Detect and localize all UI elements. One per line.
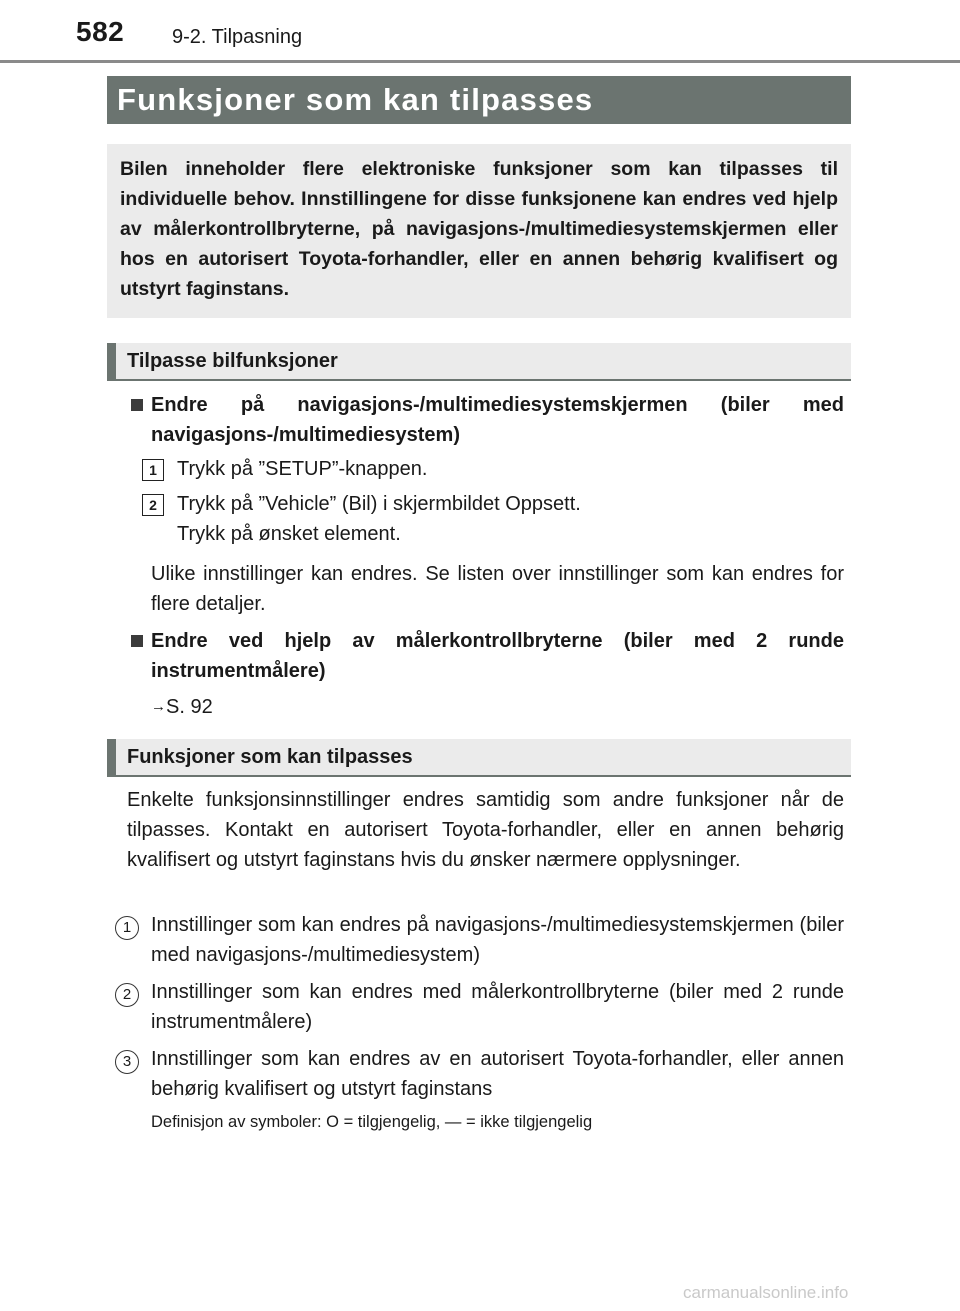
- step-2-text-line2: Trykk på ønsket element.: [177, 523, 401, 545]
- step-number-2: 2: [142, 494, 164, 516]
- square-bullet-icon: [131, 399, 143, 411]
- bullet-heading-text: Endre på navigasjons-/multimediesystemskjermen (biler med navigasjons-/multimediesystem): [151, 394, 844, 446]
- square-bullet-icon: [131, 635, 143, 647]
- symbol-definition: Definisjon av symboler: O = tilgjengelig, — = ikke tilgjengelig: [151, 1113, 593, 1131]
- page-reference-text: S. 92: [166, 696, 213, 718]
- subheading-tilpasse: Tilpasse bilfunksjoner: [107, 343, 851, 381]
- item-number-2: 2: [115, 983, 139, 1007]
- item-number-1: 1: [115, 916, 139, 940]
- bullet-heading-text: Endre ved hjelp av målerkontrollbryterne (biler med 2 runde instrumentmålere): [151, 630, 844, 682]
- step-2-text: Trykk på ”Vehicle” (Bil) i skjermbildet Oppsett.: [177, 493, 581, 515]
- page-title: Funksjoner som kan tilpasses: [107, 76, 851, 124]
- arrow-right-icon: →: [151, 698, 166, 715]
- bullet-heading-meter: [151, 626, 844, 686]
- section-label: 9-2. Tilpasning: [172, 26, 303, 48]
- step-1-text: Trykk på ”SETUP”-knappen.: [177, 458, 428, 480]
- item-3-text: Innstillinger som kan endres av en autorisert Toyota-forhandler, eller annen behørig kvalifisert og utstyrt faginstans: [151, 1048, 844, 1100]
- bullet-heading-navigation: [151, 390, 844, 450]
- settings-note: Ulike innstillinger kan endres. Se listen over innstillinger som kan endres for flere detaljer.: [151, 563, 844, 615]
- item-number-3: 3: [115, 1050, 139, 1074]
- page-reference: [151, 692, 551, 724]
- header-rule: [0, 60, 960, 63]
- item-2-text: Innstillinger som kan endres med målerkontrollbryterne (biler med 2 runde instrumentmålere): [151, 981, 844, 1033]
- intro-box: [107, 144, 851, 318]
- item-1-text: Innstillinger som kan endres på navigasjons-/multimediesystemskjermen (biler med navigasjons-/multimediesystem): [151, 914, 844, 966]
- section2-paragraph: Enkelte funksjonsinnstillinger endres samtidig som andre funksjoner når de tilpasses. Kontakt en autorisert Toyota-forhandler, eller en annen behørig kvalifisert og utstyrt faginstans hvis du ønsker nærmere opplysninger.: [127, 789, 844, 871]
- page-number: 582: [76, 16, 125, 47]
- watermark: carmanualsonline.info: [683, 1283, 849, 1302]
- intro-text: Bilen inneholder flere elektroniske funksjoner som kan tilpasses til individuelle behov. Innstillingene for disse funksjonene kan endres ved hjelp av målerkontrollbryterne, på navigasjons-/multimediesystemskjermen eller hos en autorisert Toyota-forhandler, eller en annen behørig kvalifisert og utstyrt faginstans.: [120, 158, 838, 300]
- subheading-funksjoner: Funksjoner som kan tilpasses: [107, 739, 851, 777]
- step-number-1: 1: [142, 459, 164, 481]
